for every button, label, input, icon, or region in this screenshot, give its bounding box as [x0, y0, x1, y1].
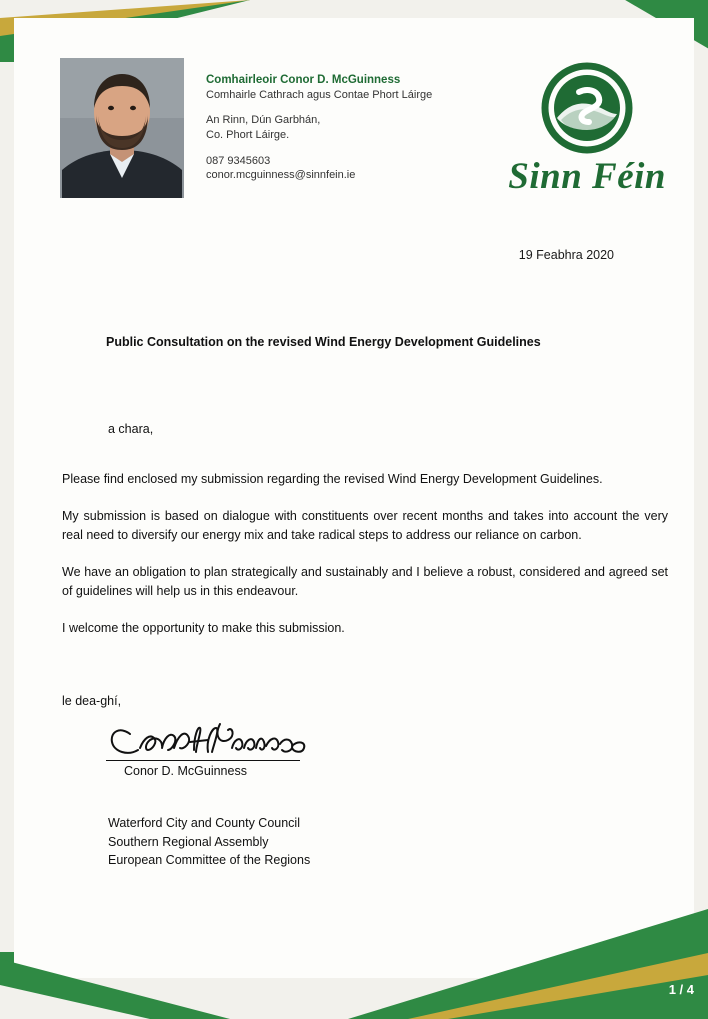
councillor-name: Comhairleoir Conor D. McGuinness: [206, 74, 401, 86]
handwritten-signature-icon: [104, 718, 314, 764]
sinn-fein-logo: [508, 58, 666, 198]
paragraph-3: We have an obligation to plan strategically and sustainably and I believe a robust, considered and agreed set of guidelines will help us in this endeavour.: [62, 564, 668, 598]
sinn-fein-emblem-icon: [541, 62, 633, 154]
salutation: a chara,: [108, 422, 154, 436]
paragraph-2: My submission is based on dialogue with constituents over recent months and takes into account the very real need to diversify our energy mix and take radical steps to address our reliance on carbon.: [62, 508, 668, 542]
paragraph-4: I welcome the opportunity to make this submission.: [62, 620, 345, 635]
affiliation-2: Southern Regional Assembly: [108, 834, 269, 849]
letter-body: [62, 470, 668, 655]
address-line-1: An Rinn, Dún Garbhán,: [206, 114, 321, 126]
letterhead: [60, 58, 674, 198]
paragraph-1: Please find enclosed my submission regarding the revised Wind Energy Development Guidelines.: [62, 472, 603, 486]
email-address: conor.mcguinness@sinnfein.ie: [206, 169, 356, 181]
signoff: le dea-ghí,: [62, 694, 122, 708]
bottom-left-white-band: [0, 985, 150, 1019]
affiliations: [108, 814, 310, 870]
councillor-photo: [60, 58, 184, 198]
contact-block: [206, 58, 432, 181]
left-edge-paper-band: [0, 62, 14, 952]
sinn-fein-wordmark: Sinn Féin: [508, 156, 666, 197]
letter-subject: Public Consultation on the revised Wind Energy Development Guidelines: [106, 335, 541, 349]
signature-line: [106, 760, 300, 761]
signature-image: [104, 718, 314, 764]
affiliation-3: European Committee of the Regions: [108, 853, 311, 867]
council-role: Comhairle Cathrach agus Contae Phort Láirge: [206, 89, 433, 101]
page-indicator: 1 / 4: [668, 982, 694, 997]
phone-number: 087 9345603: [206, 155, 271, 167]
portrait-image: [60, 58, 184, 198]
affiliation-1: Waterford City and County Council: [108, 816, 300, 830]
signature-name: Conor D. McGuinness: [124, 764, 247, 778]
top-left-white-band: [0, 0, 250, 18]
letter-sheet: [14, 18, 694, 978]
left-edge-green-band: [0, 0, 14, 1019]
address-line-2: Co. Phort Láirge.: [206, 129, 290, 141]
letter-date: 19 Feabhra 2020: [518, 248, 614, 262]
